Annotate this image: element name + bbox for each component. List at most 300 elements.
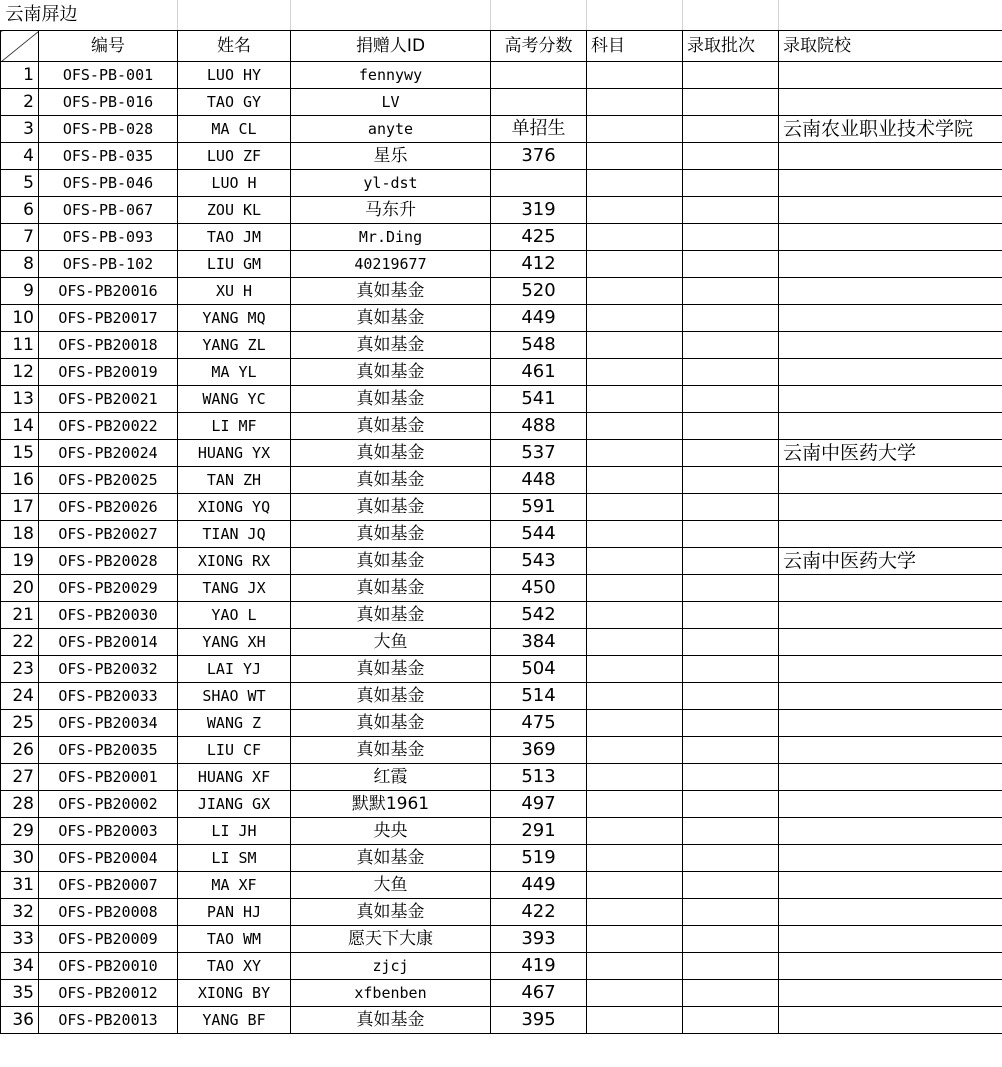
name-cell[interactable]: XIONG RX [178,548,291,575]
code-cell[interactable]: OFS-PB20001 [39,764,178,791]
donor-cell[interactable]: 真如基金 [291,278,491,305]
donor-cell[interactable]: 真如基金 [291,548,491,575]
school-cell[interactable] [779,170,1002,197]
batch-cell[interactable] [683,926,779,953]
diagonal-header-cell[interactable] [1,31,39,62]
score-cell[interactable]: 369 [491,737,587,764]
school-cell[interactable] [779,332,1002,359]
row-number[interactable]: 14 [1,413,39,440]
subject-cell[interactable] [587,548,683,575]
donor-cell[interactable]: Mr.Ding [291,224,491,251]
school-cell[interactable]: 云南农业职业技术学院 [779,116,1002,143]
subject-cell[interactable] [587,224,683,251]
school-cell[interactable] [779,710,1002,737]
donor-cell[interactable]: 红霞 [291,764,491,791]
school-cell[interactable] [779,872,1002,899]
row-number[interactable]: 5 [1,170,39,197]
name-cell[interactable]: JIANG GX [178,791,291,818]
name-cell[interactable]: MA YL [178,359,291,386]
row-number[interactable]: 22 [1,629,39,656]
subject-cell[interactable] [587,710,683,737]
row-number[interactable]: 9 [1,278,39,305]
batch-cell[interactable] [683,116,779,143]
code-cell[interactable]: OFS-PB20002 [39,791,178,818]
code-cell[interactable]: OFS-PB20021 [39,386,178,413]
school-cell[interactable] [779,305,1002,332]
subject-cell[interactable] [587,980,683,1007]
row-number[interactable]: 6 [1,197,39,224]
row-number[interactable]: 11 [1,332,39,359]
batch-cell[interactable] [683,683,779,710]
score-cell[interactable] [491,62,587,89]
school-cell[interactable] [779,251,1002,278]
row-number[interactable]: 35 [1,980,39,1007]
subject-cell[interactable] [587,521,683,548]
score-cell[interactable]: 541 [491,386,587,413]
row-number[interactable]: 28 [1,791,39,818]
school-cell[interactable] [779,575,1002,602]
subject-cell[interactable] [587,899,683,926]
school-cell[interactable] [779,629,1002,656]
row-number[interactable]: 20 [1,575,39,602]
header-donor[interactable]: 捐赠人ID [291,31,491,62]
row-number[interactable]: 32 [1,899,39,926]
name-cell[interactable]: LUO ZF [178,143,291,170]
school-cell[interactable] [779,521,1002,548]
batch-cell[interactable] [683,737,779,764]
batch-cell[interactable] [683,62,779,89]
donor-cell[interactable]: xfbenben [291,980,491,1007]
row-number[interactable]: 23 [1,656,39,683]
score-cell[interactable]: 384 [491,629,587,656]
subject-cell[interactable] [587,359,683,386]
score-cell[interactable]: 319 [491,197,587,224]
batch-cell[interactable] [683,143,779,170]
subject-cell[interactable] [587,818,683,845]
batch-cell[interactable] [683,602,779,629]
row-number[interactable]: 33 [1,926,39,953]
code-cell[interactable]: OFS-PB20013 [39,1007,178,1034]
donor-cell[interactable]: 默默1961 [291,791,491,818]
batch-cell[interactable] [683,845,779,872]
name-cell[interactable]: LUO H [178,170,291,197]
donor-cell[interactable]: anyte [291,116,491,143]
name-cell[interactable]: HUANG YX [178,440,291,467]
score-cell[interactable]: 475 [491,710,587,737]
score-cell[interactable]: 449 [491,872,587,899]
subject-cell[interactable] [587,953,683,980]
score-cell[interactable]: 513 [491,764,587,791]
score-cell[interactable]: 591 [491,494,587,521]
score-cell[interactable] [491,170,587,197]
score-cell[interactable]: 514 [491,683,587,710]
school-cell[interactable] [779,494,1002,521]
score-cell[interactable]: 497 [491,791,587,818]
score-cell[interactable]: 504 [491,656,587,683]
donor-cell[interactable]: 星乐 [291,143,491,170]
batch-cell[interactable] [683,791,779,818]
name-cell[interactable]: MA CL [178,116,291,143]
batch-cell[interactable] [683,278,779,305]
row-number[interactable]: 25 [1,710,39,737]
code-cell[interactable]: OFS-PB20009 [39,926,178,953]
name-cell[interactable]: ZOU KL [178,197,291,224]
code-cell[interactable]: OFS-PB-001 [39,62,178,89]
name-cell[interactable]: LI SM [178,845,291,872]
name-cell[interactable]: MA XF [178,872,291,899]
donor-cell[interactable]: 真如基金 [291,602,491,629]
school-cell[interactable] [779,845,1002,872]
score-cell[interactable]: 542 [491,602,587,629]
code-cell[interactable]: OFS-PB-046 [39,170,178,197]
school-cell[interactable] [779,899,1002,926]
batch-cell[interactable] [683,197,779,224]
school-cell[interactable] [779,413,1002,440]
donor-cell[interactable]: 真如基金 [291,1007,491,1034]
empty-cell[interactable] [491,0,587,31]
code-cell[interactable]: OFS-PB20030 [39,602,178,629]
subject-cell[interactable] [587,764,683,791]
code-cell[interactable]: OFS-PB20024 [39,440,178,467]
code-cell[interactable]: OFS-PB20012 [39,980,178,1007]
score-cell[interactable]: 548 [491,332,587,359]
empty-cell[interactable] [779,0,1002,31]
school-cell[interactable] [779,224,1002,251]
header-subject[interactable]: 科目 [587,31,683,62]
donor-cell[interactable]: yl-dst [291,170,491,197]
row-number[interactable]: 16 [1,467,39,494]
score-cell[interactable]: 422 [491,899,587,926]
name-cell[interactable]: XIONG YQ [178,494,291,521]
subject-cell[interactable] [587,629,683,656]
batch-cell[interactable] [683,413,779,440]
name-cell[interactable]: LUO HY [178,62,291,89]
row-number[interactable]: 30 [1,845,39,872]
name-cell[interactable]: TAO WM [178,926,291,953]
name-cell[interactable]: YANG ZL [178,332,291,359]
donor-cell[interactable]: 真如基金 [291,656,491,683]
batch-cell[interactable] [683,494,779,521]
row-number[interactable]: 12 [1,359,39,386]
code-cell[interactable]: OFS-PB20026 [39,494,178,521]
score-cell[interactable]: 543 [491,548,587,575]
row-number[interactable]: 29 [1,818,39,845]
batch-cell[interactable] [683,251,779,278]
batch-cell[interactable] [683,224,779,251]
row-number[interactable]: 4 [1,143,39,170]
header-score[interactable]: 高考分数 [491,31,587,62]
name-cell[interactable]: YANG MQ [178,305,291,332]
batch-cell[interactable] [683,575,779,602]
donor-cell[interactable]: 真如基金 [291,413,491,440]
school-cell[interactable] [779,818,1002,845]
batch-cell[interactable] [683,305,779,332]
batch-cell[interactable] [683,1007,779,1034]
subject-cell[interactable] [587,494,683,521]
subject-cell[interactable] [587,791,683,818]
code-cell[interactable]: OFS-PB20019 [39,359,178,386]
school-cell[interactable] [779,1007,1002,1034]
donor-cell[interactable]: 真如基金 [291,521,491,548]
donor-cell[interactable]: 真如基金 [291,359,491,386]
subject-cell[interactable] [587,467,683,494]
batch-cell[interactable] [683,629,779,656]
donor-cell[interactable]: 真如基金 [291,467,491,494]
code-cell[interactable]: OFS-PB-016 [39,89,178,116]
school-cell[interactable] [779,602,1002,629]
batch-cell[interactable] [683,953,779,980]
row-number[interactable]: 10 [1,305,39,332]
score-cell[interactable]: 461 [491,359,587,386]
subject-cell[interactable] [587,170,683,197]
empty-cell[interactable] [683,0,779,31]
code-cell[interactable]: OFS-PB20028 [39,548,178,575]
score-cell[interactable]: 395 [491,1007,587,1034]
subject-cell[interactable] [587,116,683,143]
row-number[interactable]: 24 [1,683,39,710]
code-cell[interactable]: OFS-PB20014 [39,629,178,656]
score-cell[interactable]: 520 [491,278,587,305]
name-cell[interactable]: LAI YJ [178,656,291,683]
row-number[interactable]: 26 [1,737,39,764]
name-cell[interactable]: HUANG XF [178,764,291,791]
score-cell[interactable]: 393 [491,926,587,953]
row-number[interactable]: 21 [1,602,39,629]
school-cell[interactable] [779,359,1002,386]
donor-cell[interactable]: 真如基金 [291,305,491,332]
name-cell[interactable]: YANG XH [178,629,291,656]
row-number[interactable]: 19 [1,548,39,575]
name-cell[interactable]: PAN HJ [178,899,291,926]
score-cell[interactable]: 467 [491,980,587,1007]
score-cell[interactable]: 519 [491,845,587,872]
donor-cell[interactable]: 真如基金 [291,494,491,521]
school-cell[interactable] [779,656,1002,683]
code-cell[interactable]: OFS-PB-035 [39,143,178,170]
code-cell[interactable]: OFS-PB20029 [39,575,178,602]
subject-cell[interactable] [587,656,683,683]
batch-cell[interactable] [683,656,779,683]
school-cell[interactable] [779,737,1002,764]
name-cell[interactable]: XU H [178,278,291,305]
donor-cell[interactable]: LV [291,89,491,116]
donor-cell[interactable]: 马东升 [291,197,491,224]
donor-cell[interactable]: 愿天下大康 [291,926,491,953]
header-name[interactable]: 姓名 [178,31,291,62]
donor-cell[interactable]: 真如基金 [291,899,491,926]
code-cell[interactable]: OFS-PB20025 [39,467,178,494]
school-cell[interactable] [779,791,1002,818]
subject-cell[interactable] [587,278,683,305]
school-cell[interactable]: 云南中医药大学 [779,548,1002,575]
code-cell[interactable]: OFS-PB-067 [39,197,178,224]
row-number[interactable]: 15 [1,440,39,467]
batch-cell[interactable] [683,467,779,494]
score-cell[interactable]: 291 [491,818,587,845]
school-cell[interactable] [779,683,1002,710]
donor-cell[interactable]: 40219677 [291,251,491,278]
score-cell[interactable]: 544 [491,521,587,548]
code-cell[interactable]: OFS-PB20032 [39,656,178,683]
code-cell[interactable]: OFS-PB20016 [39,278,178,305]
batch-cell[interactable] [683,710,779,737]
score-cell[interactable]: 537 [491,440,587,467]
batch-cell[interactable] [683,818,779,845]
name-cell[interactable]: TAO XY [178,953,291,980]
score-cell[interactable]: 419 [491,953,587,980]
name-cell[interactable]: TAO GY [178,89,291,116]
donor-cell[interactable]: 真如基金 [291,737,491,764]
score-cell[interactable]: 488 [491,413,587,440]
batch-cell[interactable] [683,386,779,413]
name-cell[interactable]: LIU CF [178,737,291,764]
code-cell[interactable]: OFS-PB20010 [39,953,178,980]
header-code[interactable]: 编号 [39,31,178,62]
score-cell[interactable]: 449 [491,305,587,332]
empty-cell[interactable] [178,0,291,31]
name-cell[interactable]: WANG Z [178,710,291,737]
subject-cell[interactable] [587,89,683,116]
name-cell[interactable]: TIAN JQ [178,521,291,548]
batch-cell[interactable] [683,170,779,197]
name-cell[interactable]: SHAO WT [178,683,291,710]
row-number[interactable]: 8 [1,251,39,278]
batch-cell[interactable] [683,440,779,467]
donor-cell[interactable]: 真如基金 [291,683,491,710]
school-cell[interactable] [779,953,1002,980]
school-cell[interactable] [779,467,1002,494]
subject-cell[interactable] [587,440,683,467]
donor-cell[interactable]: 真如基金 [291,386,491,413]
row-number[interactable]: 34 [1,953,39,980]
batch-cell[interactable] [683,764,779,791]
code-cell[interactable]: OFS-PB20017 [39,305,178,332]
donor-cell[interactable]: 大鱼 [291,872,491,899]
score-cell[interactable]: 412 [491,251,587,278]
subject-cell[interactable] [587,332,683,359]
batch-cell[interactable] [683,359,779,386]
name-cell[interactable]: TAN ZH [178,467,291,494]
code-cell[interactable]: OFS-PB-028 [39,116,178,143]
donor-cell[interactable]: 大鱼 [291,629,491,656]
school-cell[interactable] [779,764,1002,791]
subject-cell[interactable] [587,62,683,89]
row-number[interactable]: 36 [1,1007,39,1034]
name-cell[interactable]: WANG YC [178,386,291,413]
donor-cell[interactable]: zjcj [291,953,491,980]
school-cell[interactable]: 云南中医药大学 [779,440,1002,467]
name-cell[interactable]: TAO JM [178,224,291,251]
subject-cell[interactable] [587,413,683,440]
code-cell[interactable]: OFS-PB20007 [39,872,178,899]
sheet-title[interactable]: 云南屏边 [1,0,178,31]
subject-cell[interactable] [587,845,683,872]
name-cell[interactable]: YANG BF [178,1007,291,1034]
score-cell[interactable]: 448 [491,467,587,494]
empty-cell[interactable] [291,0,491,31]
school-cell[interactable] [779,62,1002,89]
subject-cell[interactable] [587,575,683,602]
school-cell[interactable] [779,278,1002,305]
school-cell[interactable] [779,197,1002,224]
name-cell[interactable]: LI MF [178,413,291,440]
code-cell[interactable]: OFS-PB-102 [39,251,178,278]
header-batch[interactable]: 录取批次 [683,31,779,62]
donor-cell[interactable]: 真如基金 [291,575,491,602]
row-number[interactable]: 13 [1,386,39,413]
subject-cell[interactable] [587,197,683,224]
code-cell[interactable]: OFS-PB20018 [39,332,178,359]
row-number[interactable]: 17 [1,494,39,521]
subject-cell[interactable] [587,602,683,629]
name-cell[interactable]: XIONG BY [178,980,291,1007]
name-cell[interactable]: LI JH [178,818,291,845]
row-number[interactable]: 7 [1,224,39,251]
row-number[interactable]: 31 [1,872,39,899]
row-number[interactable]: 1 [1,62,39,89]
donor-cell[interactable]: 真如基金 [291,710,491,737]
code-cell[interactable]: OFS-PB20027 [39,521,178,548]
code-cell[interactable]: OFS-PB20033 [39,683,178,710]
code-cell[interactable]: OFS-PB-093 [39,224,178,251]
subject-cell[interactable] [587,737,683,764]
empty-cell[interactable] [587,0,683,31]
subject-cell[interactable] [587,251,683,278]
subject-cell[interactable] [587,683,683,710]
score-cell[interactable]: 425 [491,224,587,251]
row-number[interactable]: 27 [1,764,39,791]
name-cell[interactable]: LIU GM [178,251,291,278]
subject-cell[interactable] [587,1007,683,1034]
batch-cell[interactable] [683,548,779,575]
subject-cell[interactable] [587,926,683,953]
batch-cell[interactable] [683,332,779,359]
score-cell[interactable] [491,89,587,116]
batch-cell[interactable] [683,872,779,899]
batch-cell[interactable] [683,899,779,926]
row-number[interactable]: 2 [1,89,39,116]
name-cell[interactable]: TANG JX [178,575,291,602]
batch-cell[interactable] [683,521,779,548]
row-number[interactable]: 3 [1,116,39,143]
code-cell[interactable]: OFS-PB20003 [39,818,178,845]
donor-cell[interactable]: fennywy [291,62,491,89]
donor-cell[interactable]: 真如基金 [291,440,491,467]
school-cell[interactable] [779,980,1002,1007]
code-cell[interactable]: OFS-PB20008 [39,899,178,926]
donor-cell[interactable]: 央央 [291,818,491,845]
batch-cell[interactable] [683,89,779,116]
donor-cell[interactable]: 真如基金 [291,845,491,872]
name-cell[interactable]: YAO L [178,602,291,629]
batch-cell[interactable] [683,980,779,1007]
subject-cell[interactable] [587,386,683,413]
code-cell[interactable]: OFS-PB20022 [39,413,178,440]
subject-cell[interactable] [587,872,683,899]
score-cell[interactable]: 450 [491,575,587,602]
score-cell[interactable]: 单招生 [491,116,587,143]
school-cell[interactable] [779,386,1002,413]
header-school[interactable]: 录取院校 [779,31,1002,62]
code-cell[interactable]: OFS-PB20035 [39,737,178,764]
score-cell[interactable]: 376 [491,143,587,170]
school-cell[interactable] [779,143,1002,170]
subject-cell[interactable] [587,143,683,170]
subject-cell[interactable] [587,305,683,332]
school-cell[interactable] [779,926,1002,953]
school-cell[interactable] [779,89,1002,116]
donor-cell[interactable]: 真如基金 [291,332,491,359]
